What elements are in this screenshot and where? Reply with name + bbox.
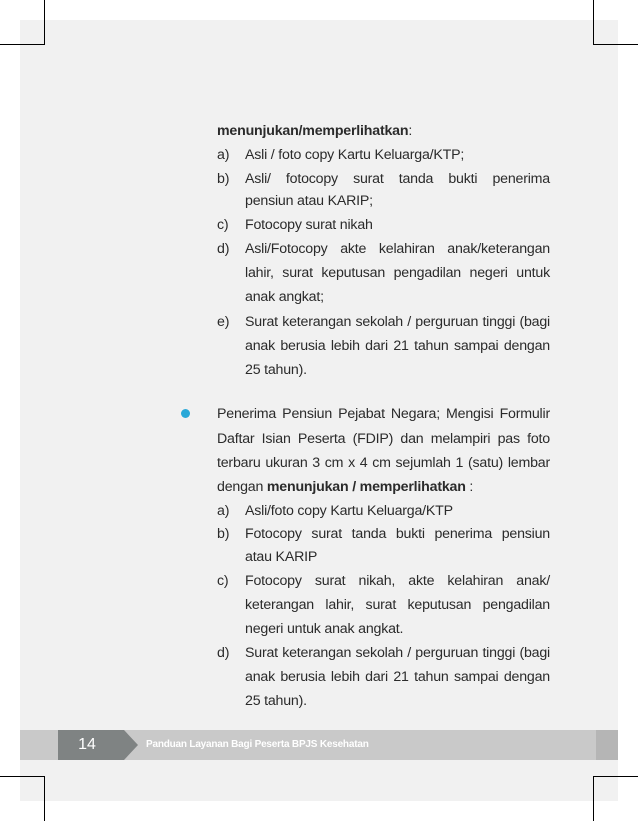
list-marker: a) (217, 503, 230, 519)
list-item-text: Asli/ fotocopy surat tanda bukti penerima (245, 171, 550, 187)
page-number: 14 (78, 736, 96, 753)
paragraph-text: : (465, 479, 474, 495)
list-item-text: Fotocopy surat nikah (245, 217, 373, 233)
list-item-text: pensiun atau KARIP; (245, 193, 373, 209)
list-marker: d) (217, 645, 230, 661)
list-item-text: lahir, surat keputusan pengadilan negeri untuk (245, 265, 550, 281)
paragraph-line: terbaru ukuran 3 cm x 4 cm sejumlah 1 (satu) lembar (217, 455, 550, 471)
list-marker: a) (217, 147, 230, 163)
list-marker: e) (217, 314, 230, 330)
list-item-text: anak berusia lebih dari 21 tahun sampai dengan (245, 669, 550, 685)
list-item-text: Asli/Fotocopy akte kelahiran anak/keterangan (245, 241, 550, 257)
list-item-text: atau KARIP (245, 549, 318, 565)
page-number-arrow (124, 730, 138, 760)
list-item-text: anak angkat; (245, 289, 324, 305)
list-item-text: Asli / foto copy Kartu Keluarga/KTP; (245, 147, 465, 163)
list-item-text: negeri untuk anak angkat. (245, 621, 404, 637)
bullet-icon (181, 409, 190, 418)
list-marker: b) (217, 171, 230, 187)
paragraph-line: Penerima Pensiun Pejabat Negara; Mengisi Formulir (217, 406, 550, 422)
intro-bold-text: menunjukan/memperlihatkan (217, 123, 409, 139)
paragraph-text: dengan (217, 479, 267, 495)
list-marker: b) (217, 526, 230, 542)
list-item-text: Surat keterangan sekolah / perguruan tinggi (bagi (245, 314, 550, 330)
paragraph-bold-text: menunjukan / memperlihatkan (266, 479, 466, 495)
list-item-text: Fotocopy surat tanda bukti penerima pensiun (245, 526, 550, 542)
list-item-text: Fotocopy surat nikah, akte kelahiran anak/ (245, 573, 550, 589)
paragraph-line: Daftar Isian Peserta (FDIP) dan melampiri pas foto (217, 431, 550, 447)
list-marker: d) (217, 241, 230, 257)
list-item-text: 25 tahun). (245, 362, 307, 378)
footer-right-block (596, 730, 618, 760)
list-marker: c) (217, 573, 229, 589)
list-marker: c) (217, 217, 229, 233)
list-item-text: 25 tahun). (245, 693, 307, 709)
block1-intro (217, 122, 412, 140)
list-item-text: keterangan lahir, surat keputusan pengadilan (245, 597, 550, 613)
list-item-text: anak berusia lebih dari 21 tahun sampai dengan (245, 338, 550, 354)
list-item-text: Surat keterangan sekolah / perguruan tinggi (bagi (245, 645, 550, 661)
paragraph-line (217, 478, 473, 496)
intro-tail: : (408, 123, 413, 139)
list-item-text: Asli/foto copy Kartu Keluarga/KTP (245, 503, 453, 519)
footer-title: Panduan Layanan Bagi Peserta BPJS Kesehatan (146, 739, 369, 750)
